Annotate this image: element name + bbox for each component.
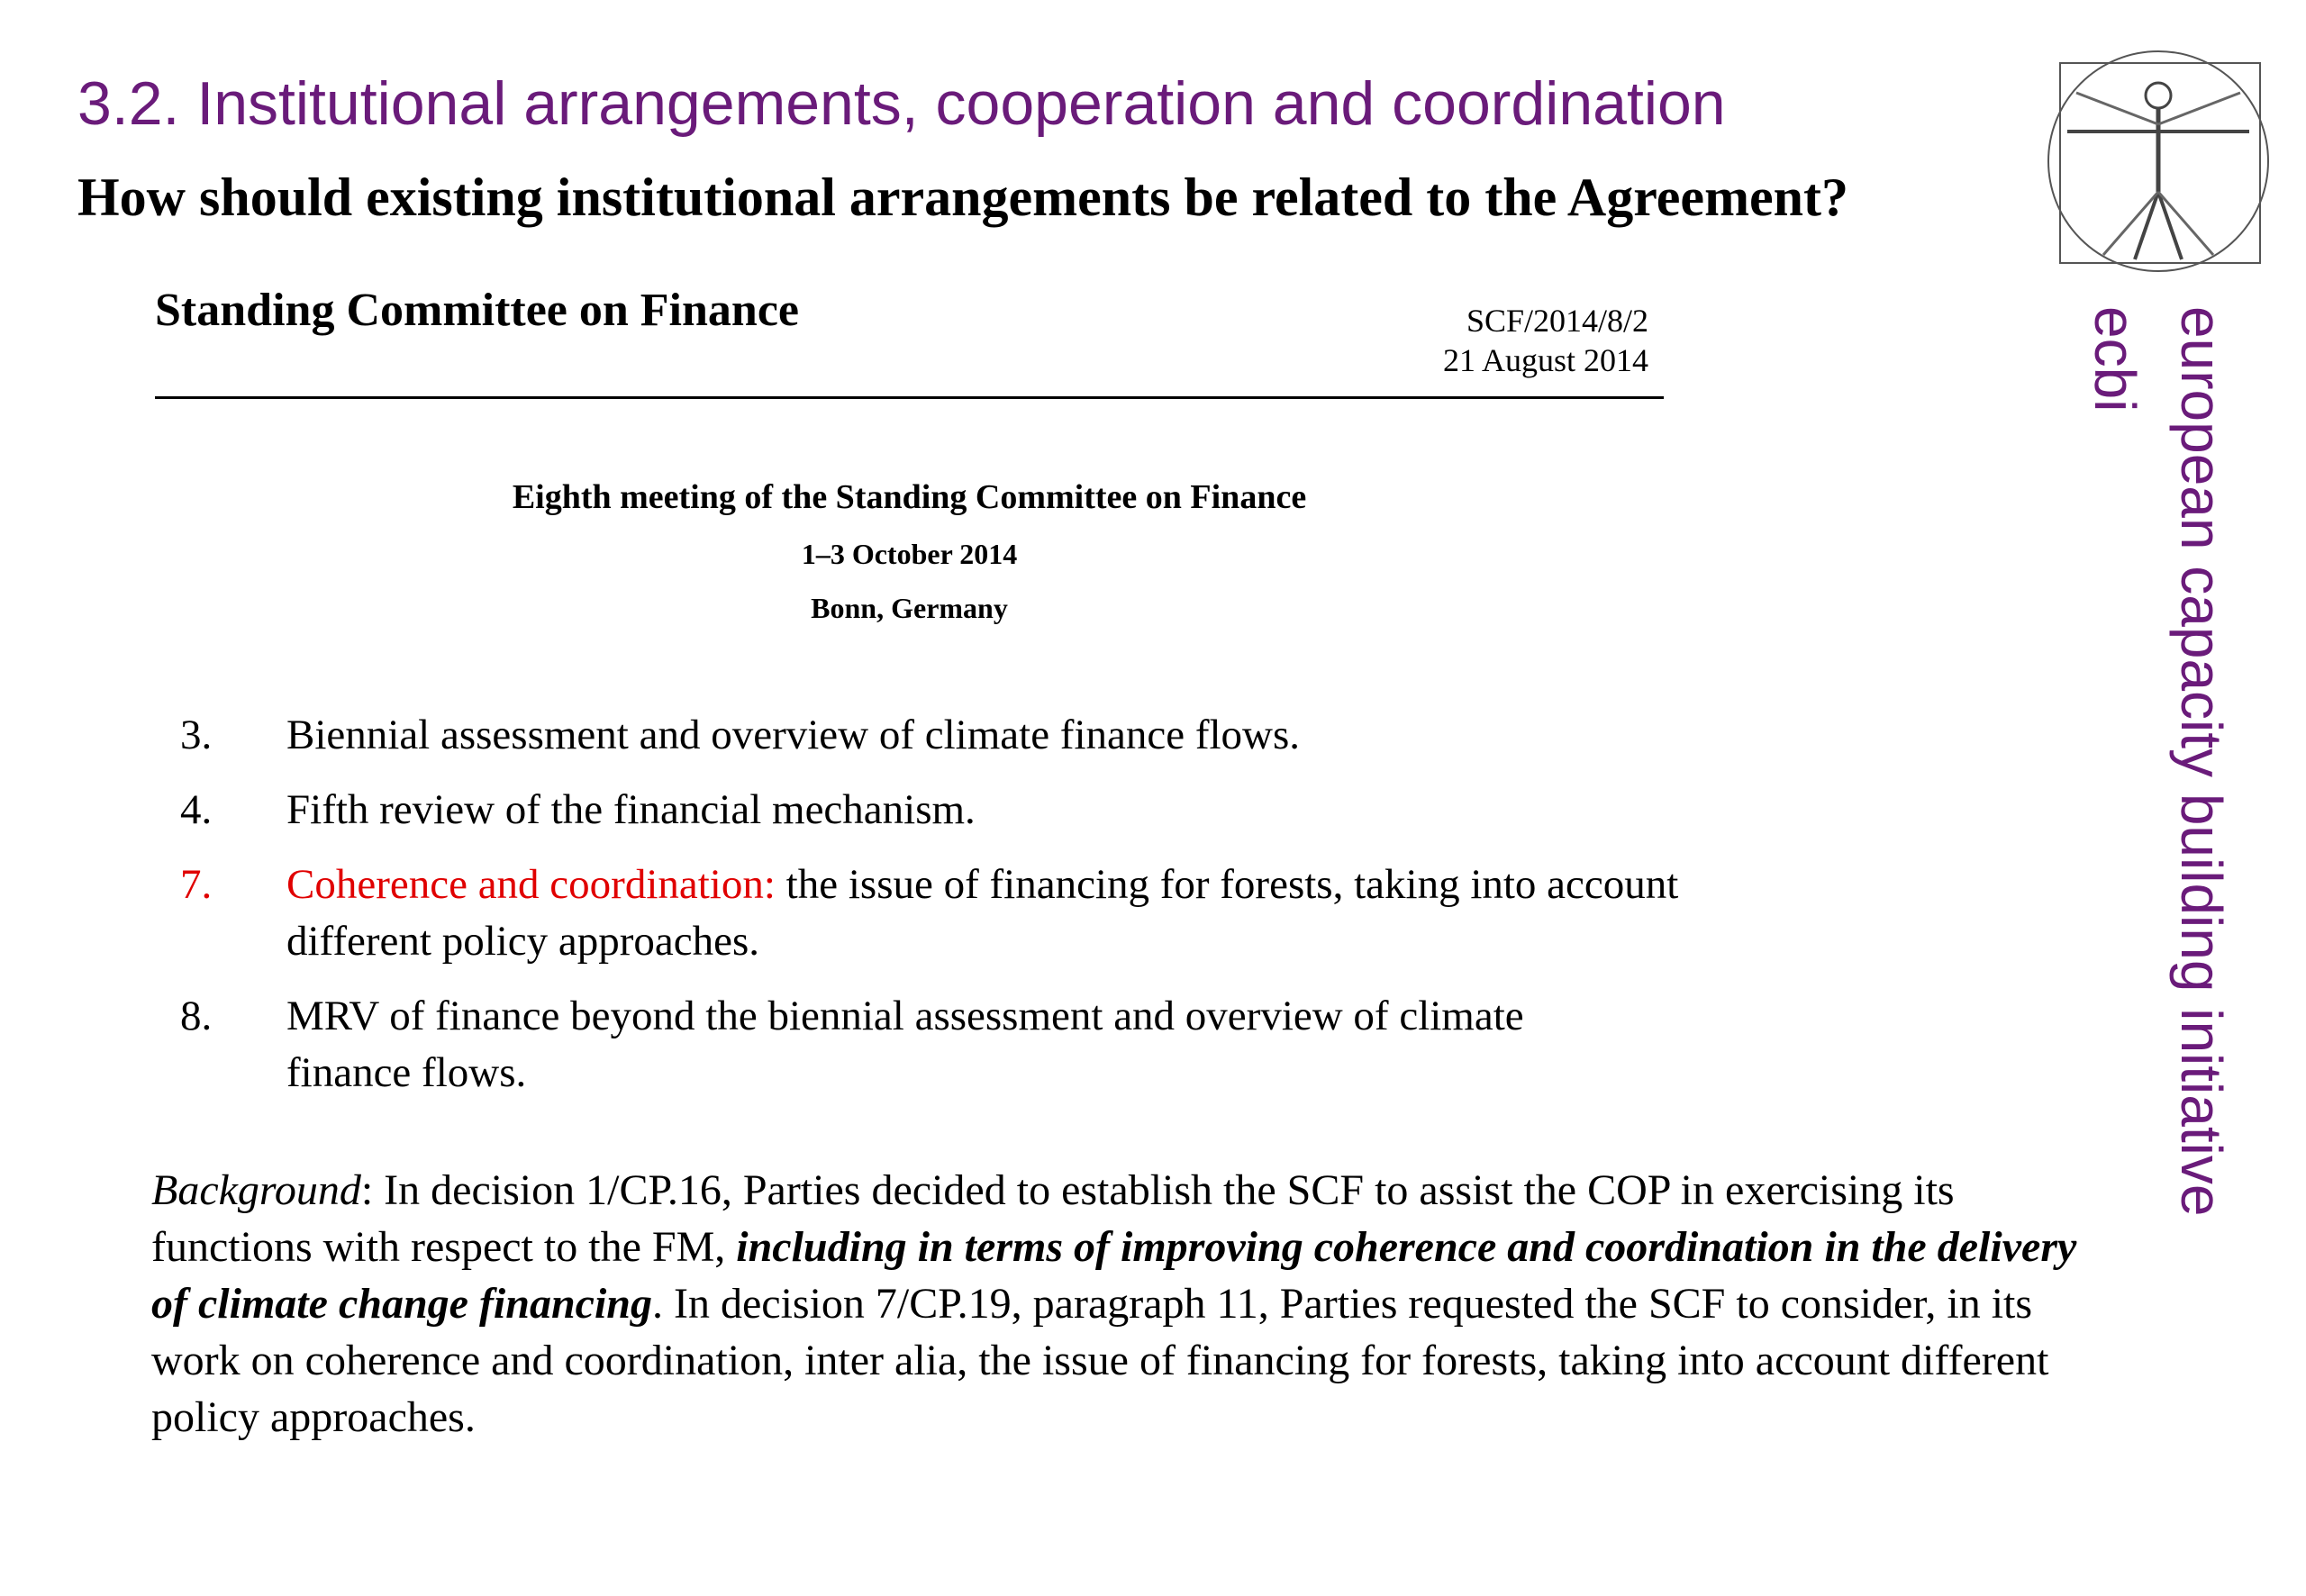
agenda-item-number: 4. [180, 786, 213, 833]
document-committee-title: Standing Committee on Finance [155, 285, 799, 336]
agenda-item-text: Biennial assessment and overview of climate finance flows. [286, 712, 1301, 758]
document-header-rule [155, 396, 1664, 399]
background-text-part2: . In decision 7/CP.19, paragraph 11, Parties requested the SCF to consider, in its work on coherence and coordination, inter alia, the issue of financing for forests, taking into account different policy approaches. [151, 1280, 2049, 1441]
meeting-dates: 1–3 October 2014 [801, 538, 1018, 570]
document-ref-date: 21 August 2014 [1442, 342, 1648, 378]
vitruvian-man-icon [2040, 43, 2276, 279]
agenda-item-text: the issue of financing for forests, taking into account different policy approaches. [286, 861, 1679, 965]
meeting-title: Eighth meeting of the Standing Committee on Finance [512, 478, 1307, 516]
background-paragraph [151, 1162, 2088, 1446]
background-label: Background [151, 1166, 361, 1214]
background-text-part1: : In decision 1/CP.16, Parties decided to establish the SCF to assist the COP in exercising its functions with respect to the FM, [151, 1166, 1955, 1271]
agenda-item-number: 3. [180, 712, 213, 758]
ecbi-brand-vertical [2072, 306, 2245, 1216]
agenda-item-number: 8. [180, 993, 213, 1039]
agenda-item-highlighted [180, 857, 1679, 970]
agenda-item [180, 988, 1621, 1102]
agenda-item-text: MRV of finance beyond the biennial assessment and overview of climate finance flows. [286, 993, 1524, 1096]
document-ref-code: SCF/2014/8/2 [1466, 303, 1648, 339]
agenda-item [180, 782, 1621, 839]
slide-subtitle: How should existing institutional arrangements be related to the Agreement? [77, 168, 1849, 227]
brand-acronym: ecbi [2083, 306, 2147, 413]
brand-full-name: european capacity building initiative [2169, 306, 2234, 1217]
agenda-item-text-wrapper [286, 857, 1692, 970]
slide-title: 3.2. Institutional arrangements, cooperation and coordination [77, 69, 1726, 138]
agenda-list [180, 707, 1679, 1120]
agenda-item-number: 7. [180, 861, 213, 908]
agenda-item-highlight: Coherence and coordination: [286, 861, 776, 908]
agenda-item-text: Fifth review of the financial mechanism. [286, 786, 976, 833]
background-emphasis: including in terms of improving coherence and coordination in the delivery of climate change financing [151, 1223, 2077, 1328]
meeting-place: Bonn, Germany [811, 592, 1008, 624]
agenda-item [180, 707, 1621, 764]
document-reference [1443, 301, 1648, 380]
